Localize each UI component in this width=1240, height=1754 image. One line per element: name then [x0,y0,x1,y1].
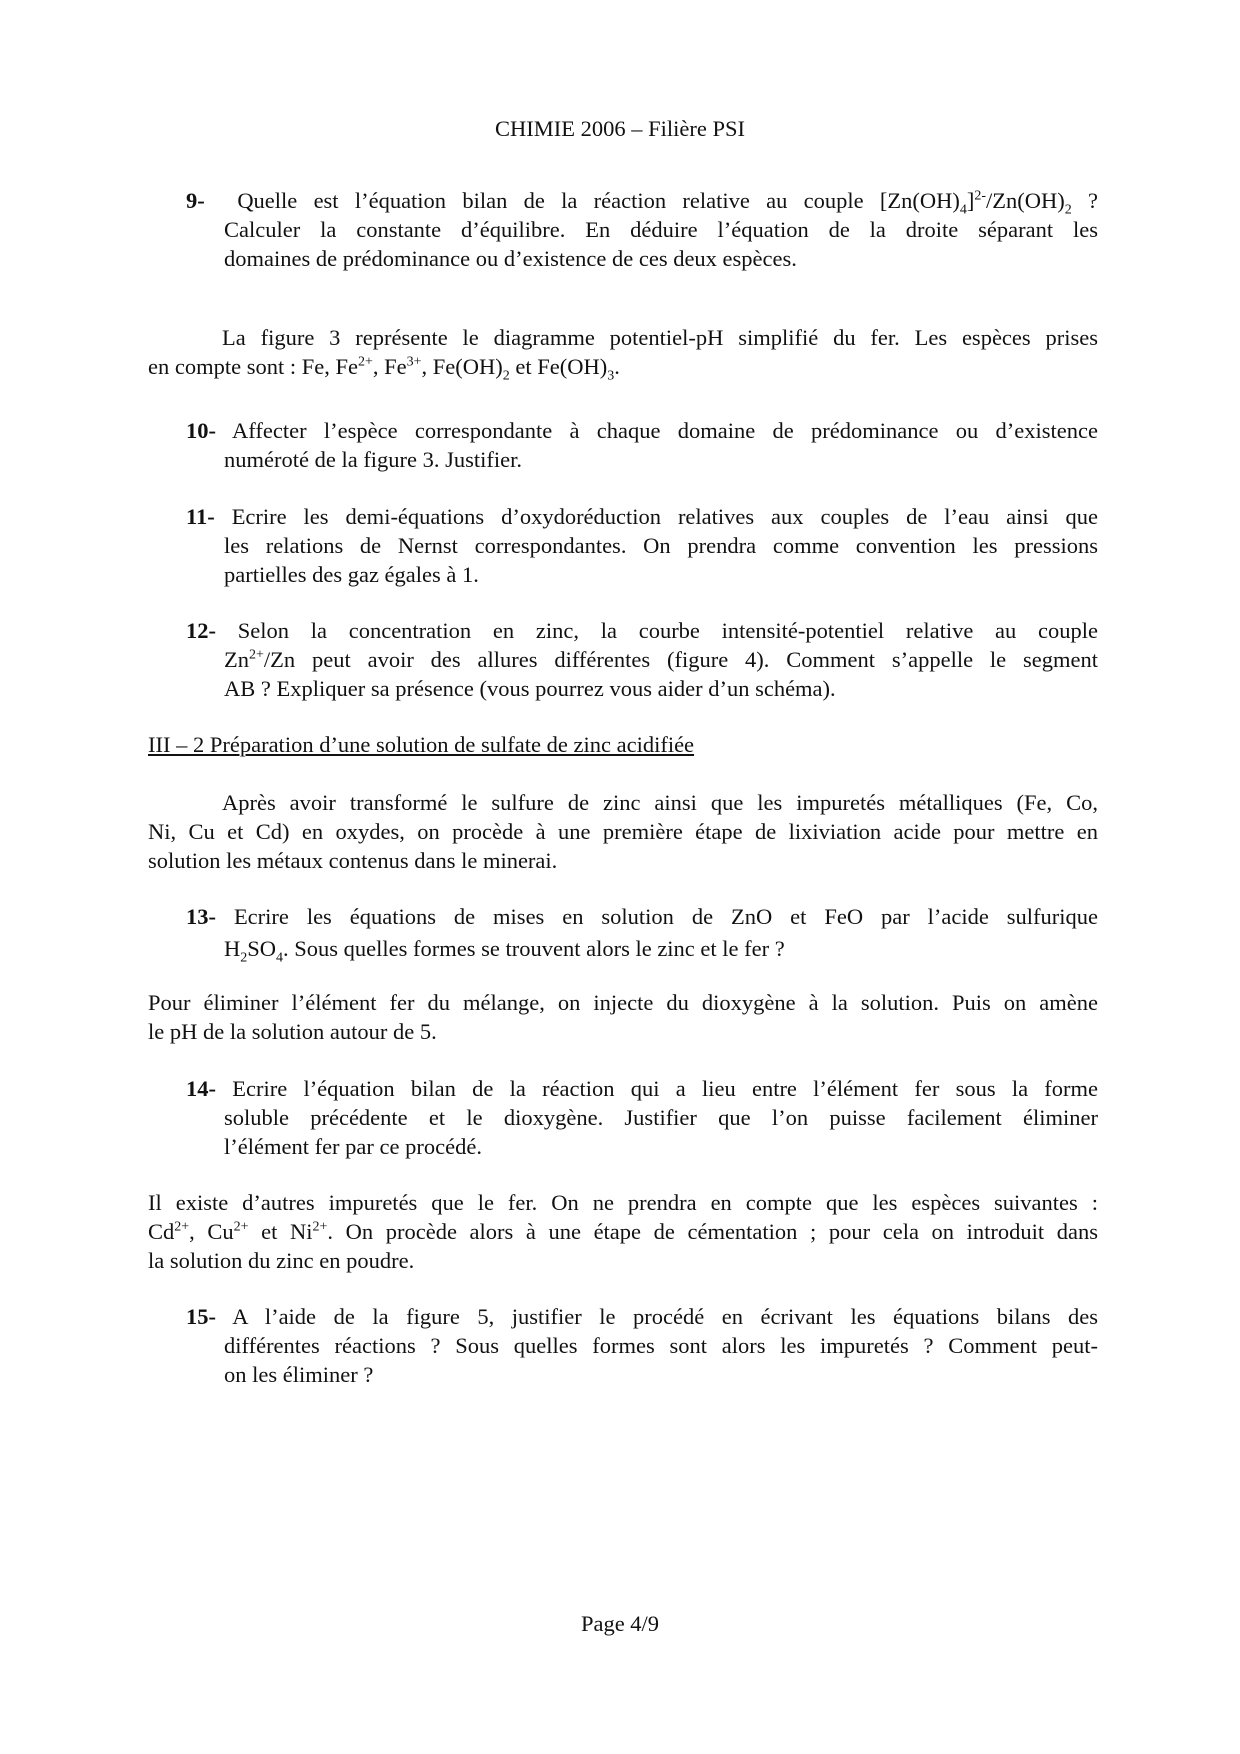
question-9-line-2: Calculer la constante d’équilibre. En déduire l’équation de la droite séparant les [224,217,1098,242]
question-12-line-3: AB ? Expliquer sa présence (vous pourrez vous aider d’un schéma). [224,676,836,701]
question-9-line-3: domaines de prédominance ou d’existence de ces deux espèces. [224,246,797,271]
question-9 [186,186,1098,273]
paragraph-lixiviation [148,788,1098,875]
question-12-line-1: 12- Selon la concentration en zinc, la courbe intensité-potentiel relative au couple [186,618,1099,643]
question-number: 15- [186,1304,216,1329]
question-number: 13- [186,904,216,929]
question-number: 12- [186,618,216,643]
page-number: Page 4/9 [580,1611,660,1636]
question-15-line-1: 15- A l’aide de la figure 5, justifier le procédé en écrivant les équations bilans des [186,1304,1098,1329]
question-14-line-1: 14- Ecrire l’équation bilan de la réaction qui a lieu entre l’élément fer sous la forme [186,1076,1099,1101]
paragraph-line-1: Il existe d’autres impuretés que le fer. On ne prendra en compte que les espèces suivantes : [148,1190,1098,1215]
paragraph-line-1: Après avoir transformé le sulfure de zinc ainsi que les impuretés métalliques (Fe, Co, [222,790,1098,815]
question-number: 14- [186,1076,216,1101]
paragraph-line-1: La figure 3 représente le diagramme potentiel-pH simplifié du fer. Les espèces prises [222,325,1098,350]
page-header: CHIMIE 2006 – Filière PSI [495,116,745,141]
question-15-line-2: différentes réactions ? Sous quelles formes sont alors les impuretés ? Comment peut- [224,1333,1098,1358]
section-title: III – 2 Préparation d’une solution de sulfate de zinc acidifiée [148,732,695,757]
paragraph-figure-3 [148,323,1098,384]
paragraph-line-2: $Cd^{2+}$, $Cu^{2+}$ et $Ni^{2+}$. On procède alors à une étape de cémentation ; pour cela on introduit dans [148,1219,1098,1244]
question-13 [186,902,1099,966]
question-11-line-3: partielles des gaz égales à 1. [224,562,479,587]
question-15 [186,1302,1098,1389]
question-11-line-1: 11- Ecrire les demi-équations d’oxydoréduction relatives aux couples de l’eau ainsi que [186,504,1099,529]
question-12-line-2: $Zn^{2+}/Zn$ peut avoir des allures différentes (figure 4). Comment s’appelle le segment [224,647,1098,672]
paragraph-line-2: Ni, Cu et Cd) en oxydes, on procède à une première étape de lixiviation acide pour mettre en [148,819,1098,844]
question-14-line-3: l’élément fer par ce procédé. [224,1134,482,1159]
paragraph-line-2: le pH de la solution autour de 5. [148,1019,437,1044]
question-10 [186,416,1098,474]
question-13-line-2: $H_2SO_4$. Sous quelles formes se trouvent alors le zinc et le fer ? [224,936,785,966]
paragraph-line-2: en compte sont : Fe, $Fe^{2+}$, $Fe^{3+}$, $Fe(OH)_2$ et $Fe(OH)_3$. [148,354,620,384]
question-12 [186,616,1098,703]
question-9-line-1: 9- Quelle est l’équation bilan de la réaction relative au couple $[Zn(OH)_4]^{2-}/Zn(OH)_2$ ? [186,188,1098,218]
paragraph-line-3: la solution du zinc en poudre. [148,1248,415,1273]
question-15-line-3: on les éliminer ? [224,1362,374,1387]
question-10-line-2: numéroté de la figure 3. Justifier. [224,447,523,472]
question-number: 9- [186,188,205,213]
paragraph-elimination-fer [148,988,1098,1046]
question-13-line-1: 13- Ecrire les équations de mises en solution de ZnO et FeO par l’acide sulfurique [186,904,1099,929]
question-10-line-1: 10- Affecter l’espèce correspondante à chaque domaine de prédominance ou d’existence [186,418,1098,443]
paragraph-line-3: solution les métaux contenus dans le minerai. [148,848,558,873]
paragraph-impuretes [148,1188,1098,1275]
question-number: 10- [186,418,216,443]
question-14-line-2: soluble précédente et le dioxygène. Justifier que l’on puisse facilement éliminer [224,1105,1098,1130]
question-number: 11- [186,504,215,529]
paragraph-line-1: Pour éliminer l’élément fer du mélange, on injecte du dioxygène à la solution. Puis on amène [148,990,1098,1015]
question-11 [186,502,1098,589]
question-11-line-2: les relations de Nernst correspondantes. On prendra comme convention les pressions [224,533,1098,558]
question-14 [186,1074,1098,1161]
